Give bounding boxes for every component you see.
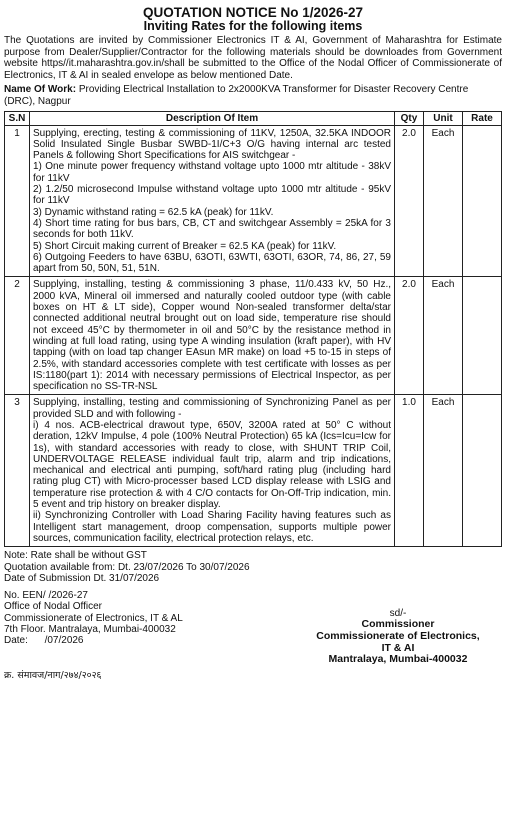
row-qty: 1.0 xyxy=(395,395,424,547)
row-unit: Each xyxy=(424,277,463,395)
header-rate: Rate xyxy=(463,111,502,125)
row-rate[interactable] xyxy=(463,277,502,395)
header-unit: Unit xyxy=(424,111,463,125)
row-sn: 1 xyxy=(5,125,30,277)
row-qty: 2.0 xyxy=(395,125,424,277)
office-dept: Commissionerate of Electronics, IT & AL xyxy=(4,612,183,624)
row-description xyxy=(30,395,395,547)
signatory-title: Commissioner xyxy=(361,618,435,631)
signatory-dept: Commissionerate of Electronics, xyxy=(316,630,480,643)
row-unit: Each xyxy=(424,395,463,547)
intro-paragraph: The Quotations are invited by Commissioner Electronics IT & AI, Government of Maharashtra for Estimate purpose from Dealer/Supplier/Contractor for the following materials should be downloades from Government website https//it.maharashtra.gov.in/shall be submitted to the Office of the Nodal Officer of Commissionerate of Electronics, IT & AI in sealed envelope as below mentioned Date. xyxy=(4,35,502,81)
signature-mark: sd/- xyxy=(389,608,407,620)
office-location: 7th Floor. Mantralaya, Mumbai-400032 xyxy=(4,624,176,636)
note-line: Note: Rate shall be without GST xyxy=(4,550,147,562)
header-qty: Qty xyxy=(395,111,424,125)
description-line: 6) Outgoing Feeders to have 63BU, 63OTI, 63WTI, 63OTI, 63OR, 74, 86, 27, 59 apart from 50, 50N, 51, 51N. xyxy=(33,251,391,275)
work-label: Name Of Work: xyxy=(4,84,77,96)
row-rate[interactable] xyxy=(463,125,502,277)
quotation-notice xyxy=(4,0,502,683)
office-name: Office of Nodal Officer xyxy=(4,601,103,613)
row-description xyxy=(30,125,395,277)
description-line: 3) Dynamic withstand rating = 62.5 kA (peak) for 11kV. xyxy=(33,206,274,218)
items-table xyxy=(4,111,502,548)
description-line: 5) Short Circuit making current of Breaker = 62.5 KA (peak) for 11kV. xyxy=(33,240,337,252)
footer xyxy=(4,590,502,678)
description-line: 2) 1.2/50 microsecond Impulse withstand voltage upto 1000 mtr altitude - 95kV for 11kV xyxy=(33,184,391,207)
name-of-work xyxy=(4,84,502,107)
description-line: ii) Synchronizing Controller with Load Sharing Facility having features such as Intelligent start management, droop compensation, supports multiple power sources, communication facility, electrical protection relays, etc. xyxy=(33,510,391,544)
table-row xyxy=(5,125,502,277)
table-row xyxy=(5,277,502,395)
notes-block xyxy=(4,550,502,584)
row-sn: 2 xyxy=(5,277,30,395)
notice-title: QUOTATION NOTICE No 1/2026-27 xyxy=(142,5,364,20)
row-qty: 2.0 xyxy=(395,277,424,395)
note-line: Quotation available from: Dt. 23/07/2026 To 30/07/2026 xyxy=(4,561,250,573)
note-line: Date of Submission Dt. 31/07/2026 xyxy=(4,572,160,584)
table-row xyxy=(5,395,502,547)
table-header-row xyxy=(5,111,502,125)
notice-subtitle: Inviting Rates for the following items xyxy=(143,19,363,33)
description-line: i) 4 nos. ACB-electrical drawout type, 650V, 3200A rated at 50° C without deration, 12kV Impulse, 4 pole (100% Neutral Protection) 65 kA (Ics=Icu=Icw for 1s), with standard accessories with ready to close, with SHUNT TRIP Coil, UNDERVOLTAGE RELEASE individual fault trip, alarm and trip indications, mechanical and electrical anti pumping, soft/hard rating plug (including hard rating plug CT) with Micro-processer based LCD display release with LSIG and temperature rise protection & with 4 C/O contacts for On-Off-Trip indication, min. 5 event and trip history on breaker display. xyxy=(33,419,391,511)
header-description: Description Of Item xyxy=(30,111,395,125)
row-description xyxy=(30,277,395,395)
signature-block xyxy=(298,608,498,666)
work-text: Providing Electrical Installation to 2x2000KVA Transformer for Disaster Recovery Centre (DRC), Nagpur xyxy=(4,84,469,107)
description-line: Supplying, installing, testing and commissioning of Synchronizing Panel as per provided SLD and with following - xyxy=(33,397,391,420)
row-rate[interactable] xyxy=(463,395,502,547)
header-sn: S.N xyxy=(5,111,30,125)
office-address xyxy=(4,590,274,646)
description-line: Supplying, erecting, testing & commissioning of 11KV, 1250A, 32.5KA INDOOR Solid Insulated Single Busbar SWBD-1I/C+3 O/G having internal arc tested Panels & following Short Specifications for AIS switchgear - xyxy=(33,127,391,162)
signatory-dept-cont: IT & AI xyxy=(381,641,415,654)
reference-number: No. EEN/ /2026-27 xyxy=(4,590,88,602)
row-unit: Each xyxy=(424,125,463,277)
row-sn: 3 xyxy=(5,395,30,547)
signatory-location: Mantralaya, Mumbai-400032 xyxy=(328,653,468,666)
publication-reference: क्र. संमावज/नाग/२७४/२०२६ xyxy=(4,670,102,682)
description-line: 1) One minute power frequency withstand voltage upto 1000 mtr altitude - 38kV for 11kV xyxy=(33,161,391,184)
office-date: Date: /07/2026 xyxy=(4,635,84,647)
description-line: Supplying, installing, testing & commissioning 3 phase, 11/0.433 kV, 50 Hz., 2000 kVA, Mineral oil immersed and naturally cooled outdoor type (with cable boxes on HT & LT side), Copper wound Non-sealed transformer delta/star connected additional neutral brought out on load side, temperature rise should not exceed 45°C by thermometer in oil and 50°C by the resistance method in winding at full load rating, using type A winding insulation (kraft paper), with HV tapping (with on load tap changer EAsun MR make) on load +5 to-15 in steps of 2.5%, with standard accessories complete with test certificate with losses as per IS:1180(part 1): 2014 with necessary permissions of Electrical Inspector, as per specification no SS-TR-NSL xyxy=(33,279,391,393)
description-line: 4) Short time rating for bus bars, CB, CT and switchgear Assembly = 25kA for 3 seconds for both 11kV. xyxy=(33,217,391,241)
